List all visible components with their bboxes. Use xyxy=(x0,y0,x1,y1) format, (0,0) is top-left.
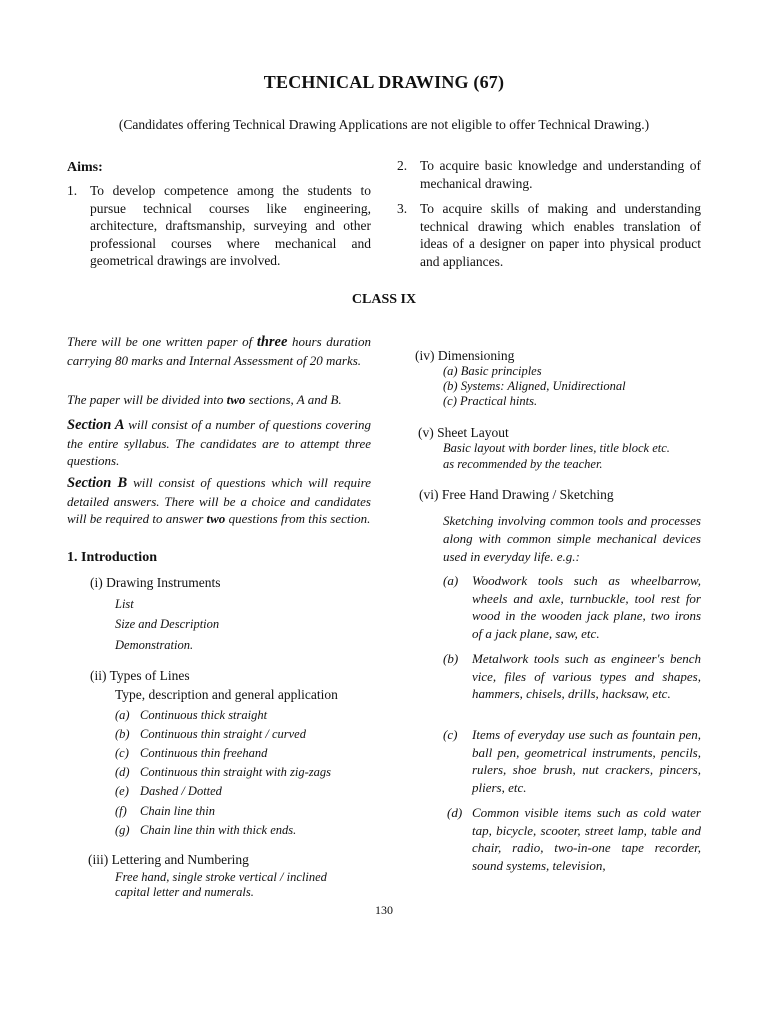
dimensioning-item: (b) Systems: Aligned, Unidirectional xyxy=(443,379,626,393)
paragraph-text: will consist of questions which will require detailed answers. There will be a choice and candidates will be required to answer xyxy=(67,475,371,526)
sheet-layout-label: (v) Sheet Layout xyxy=(418,425,509,440)
item-text: Items of everyday use such as fountain pen, ball pen, geometrical instruments, pencils, rulers, shoe brush, nut crackers, pincers, pliers, etc. xyxy=(472,727,701,795)
aim-text: To acquire basic knowledge and understanding of mechanical drawing. xyxy=(420,158,701,191)
item-marker: (g) xyxy=(115,823,130,837)
item-text: Continuous thick straight xyxy=(140,708,268,722)
aims-heading: Aims: xyxy=(67,160,103,175)
freehand-item-b xyxy=(443,650,701,703)
instrument-item: Size and Description xyxy=(115,617,220,631)
item-text: Dashed / Dotted xyxy=(140,784,222,798)
aim-text: To acquire skills of making and understanding technical drawing which enables translation of ideas of a designer on paper into physical product and appliances. xyxy=(420,201,701,269)
item-text: Common visible items such as cold water tap, bicycle, scooter, street lamp, table and chair, radio, two-in-one tape recorder, sound systems, television, xyxy=(472,805,701,873)
lettering-desc: Free hand, single stroke vertical / inclined xyxy=(115,870,327,884)
item-text: Chain line thin xyxy=(140,804,215,818)
aim-item-1 xyxy=(67,182,371,270)
instrument-item: List xyxy=(115,597,134,611)
aim-number: 2. xyxy=(397,158,408,173)
paper-duration-paragraph xyxy=(67,333,371,369)
paragraph-text: will consist of a number of questions covering the entire syllabus. The candidates are to attempt three questions. xyxy=(67,417,371,468)
types-of-lines-label: (ii) Types of Lines xyxy=(90,668,190,683)
item-text: Continuous thin freehand xyxy=(140,746,268,760)
sheet-layout-desc: as recommended by the teacher. xyxy=(443,457,603,471)
lettering-desc: capital letter and numerals. xyxy=(115,885,254,899)
item-text: Continuous thin straight with zig-zags xyxy=(140,765,332,779)
freehand-label: (vi) Free Hand Drawing / Sketching xyxy=(419,487,614,502)
emphasis-three: three xyxy=(256,334,288,350)
paragraph-text: questions from this section. xyxy=(225,511,371,526)
page-number: 130 xyxy=(375,903,393,917)
section-b-label: Section B xyxy=(67,475,128,491)
paragraph-text: The paper will be divided into xyxy=(67,392,227,407)
item-marker: (b) xyxy=(443,651,459,666)
dimensioning-item: (c) Practical hints. xyxy=(443,394,538,408)
aim-item-3 xyxy=(397,200,701,270)
section-b-paragraph xyxy=(67,474,371,528)
drawing-instruments-label: (i) Drawing Instruments xyxy=(90,575,221,590)
aim-text: To develop competence among the students to pursue technical courses like engineering, architecture, draftsmanship, surveying and other professional courses where mechanical and geometrical drawings are involved. xyxy=(90,183,371,268)
item-marker: (c) xyxy=(443,727,458,742)
section-a-paragraph xyxy=(67,416,371,470)
item-marker: (f) xyxy=(115,804,127,818)
item-text: Chain line thin with thick ends. xyxy=(140,823,297,837)
freehand-item-c xyxy=(443,726,701,796)
emphasis-two: two xyxy=(226,392,246,407)
item-marker: (e) xyxy=(115,784,129,798)
lettering-label: (iii) Lettering and Numbering xyxy=(88,852,249,867)
freehand-item-a xyxy=(443,572,701,642)
freehand-intro: Sketching involving common tools and processes along with common simple mechanical devices used in everyday life. e.g.: xyxy=(443,513,701,564)
instrument-item: Demonstration. xyxy=(115,638,194,652)
paragraph-text: There will be one written paper of xyxy=(67,334,257,349)
line-types-list xyxy=(115,708,375,843)
eligibility-note: (Candidates offering Technical Drawing Applications are not eligible to offer Technical Drawing.) xyxy=(118,117,650,132)
class-heading: CLASS IX xyxy=(351,292,417,307)
aim-number: 3. xyxy=(397,201,408,216)
item-text: Metalwork tools such as engineer's bench vice, files of various types and shapes, hammers, chisels, drills, hacksaw, etc. xyxy=(472,651,701,701)
item-marker: (c) xyxy=(115,746,129,760)
item-marker: (d) xyxy=(115,765,130,779)
item-marker: (b) xyxy=(115,727,130,741)
paper-sections-paragraph xyxy=(67,391,371,409)
dimensioning-label: (iv) Dimensioning xyxy=(415,348,515,363)
emphasis-two: two xyxy=(206,511,226,526)
item-marker: (a) xyxy=(443,573,459,588)
dimensioning-item: (a) Basic principles xyxy=(443,364,542,378)
item-text: Continuous thin straight / curved xyxy=(140,727,306,741)
introduction-heading: 1. Introduction xyxy=(67,550,157,565)
freehand-item-d xyxy=(443,804,701,874)
item-marker: (d) xyxy=(447,805,463,820)
types-of-lines-desc: Type, description and general application xyxy=(115,687,338,702)
paragraph-text: sections, A and B. xyxy=(245,392,342,407)
item-marker: (a) xyxy=(115,708,130,722)
aim-item-2 xyxy=(397,157,701,192)
paragraph-text: hours duration carrying 80 marks and Internal Assessment of 20 marks. xyxy=(67,334,372,368)
aim-number: 1. xyxy=(67,183,78,198)
item-text: Woodwork tools such as wheelbarrow, wheels and axle, turnbuckle, tool rest for wood in the wooden jack plane, two irons of a jack plane, saw, etc. xyxy=(472,573,701,641)
page-title: TECHNICAL DRAWING (67) xyxy=(263,72,505,92)
sheet-layout-desc: Basic layout with border lines, title block etc. xyxy=(443,441,670,455)
section-a-label: Section A xyxy=(67,417,125,433)
